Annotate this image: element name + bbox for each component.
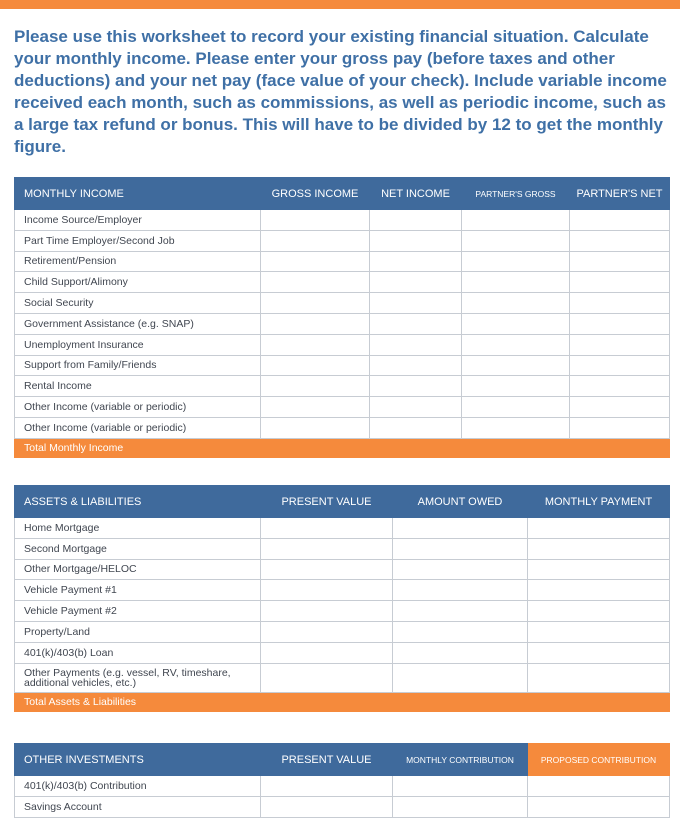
input-cell[interactable] [462, 293, 570, 314]
input-cell[interactable] [393, 559, 528, 580]
input-cell[interactable] [393, 580, 528, 601]
table-row [15, 621, 670, 642]
input-cell[interactable] [528, 518, 670, 539]
table-row [15, 663, 670, 692]
input-cell[interactable] [570, 417, 670, 438]
table-row [15, 210, 670, 231]
table-row [15, 417, 670, 438]
input-cell[interactable] [261, 355, 370, 376]
input-cell[interactable] [261, 210, 370, 231]
input-cell[interactable] [462, 334, 570, 355]
table-row [15, 796, 670, 817]
input-cell[interactable] [462, 376, 570, 397]
input-cell[interactable] [393, 538, 528, 559]
row-label: Rental Income [15, 376, 261, 397]
input-cell[interactable] [528, 663, 670, 692]
input-cell[interactable] [462, 251, 570, 272]
row-label: Home Mortgage [15, 518, 261, 539]
row-label: 401(k)/403(b) Contribution [15, 776, 261, 797]
column-header: AMOUNT OWED [393, 486, 528, 518]
input-cell[interactable] [570, 376, 670, 397]
input-cell[interactable] [370, 334, 462, 355]
table-row [15, 538, 670, 559]
input-cell[interactable] [370, 417, 462, 438]
input-cell[interactable] [570, 355, 670, 376]
input-cell[interactable] [570, 210, 670, 231]
input-cell[interactable] [261, 293, 370, 314]
input-cell[interactable] [370, 251, 462, 272]
table-row [15, 313, 670, 334]
table-header-row [15, 486, 670, 518]
table-row [15, 601, 670, 622]
total-row [15, 692, 670, 711]
column-header: OTHER INVESTMENTS [15, 744, 261, 776]
input-cell[interactable] [261, 272, 370, 293]
table-header-row [15, 744, 670, 776]
table-row [15, 293, 670, 314]
input-cell[interactable] [393, 776, 528, 797]
column-header: MONTHLY CONTRIBUTION [393, 744, 528, 776]
input-cell[interactable] [462, 230, 570, 251]
total-label: Total Assets & Liabilities [15, 692, 670, 711]
input-cell[interactable] [261, 580, 393, 601]
column-header: GROSS INCOME [261, 178, 370, 210]
column-header: MONTHLY PAYMENT [528, 486, 670, 518]
input-cell[interactable] [261, 776, 393, 797]
input-cell[interactable] [370, 210, 462, 231]
table-row [15, 642, 670, 663]
input-cell[interactable] [261, 621, 393, 642]
input-cell[interactable] [370, 293, 462, 314]
row-label: Support from Family/Friends [15, 355, 261, 376]
table-row [15, 355, 670, 376]
row-label: Social Security [15, 293, 261, 314]
row-label: Child Support/Alimony [15, 272, 261, 293]
input-cell[interactable] [393, 518, 528, 539]
row-label: Retirement/Pension [15, 251, 261, 272]
input-cell[interactable] [370, 272, 462, 293]
row-label: Other Mortgage/HELOC [15, 559, 261, 580]
input-cell[interactable] [393, 621, 528, 642]
input-cell[interactable] [370, 230, 462, 251]
input-cell[interactable] [528, 601, 670, 622]
row-label: Savings Account [15, 796, 261, 817]
input-cell[interactable] [570, 293, 670, 314]
input-cell[interactable] [261, 663, 393, 692]
input-cell[interactable] [370, 355, 462, 376]
input-cell[interactable] [462, 397, 570, 418]
input-cell[interactable] [261, 376, 370, 397]
row-label: Part Time Employer/Second Job [15, 230, 261, 251]
input-cell[interactable] [261, 397, 370, 418]
input-cell[interactable] [570, 230, 670, 251]
row-label: Other Income (variable or periodic) [15, 397, 261, 418]
table-row [15, 376, 670, 397]
input-cell[interactable] [261, 251, 370, 272]
input-cell[interactable] [261, 334, 370, 355]
other-investments-table [14, 743, 670, 818]
input-cell[interactable] [570, 272, 670, 293]
column-header: MONTHLY INCOME [15, 178, 261, 210]
input-cell[interactable] [462, 272, 570, 293]
input-cell[interactable] [528, 580, 670, 601]
input-cell[interactable] [261, 538, 393, 559]
input-cell[interactable] [261, 796, 393, 817]
intro-text: Please use this worksheet to record your existing financial situation. Calculate your monthly income. Please enter your gross pay (before taxes and other deductions) and your net pay (face value of your check). Include variable income received each month, such as commissions, as well as periodic income, such as a large tax refund or bonus. This will have to be divided by 12 to get the monthly figure. [14, 27, 667, 156]
input-cell[interactable] [528, 642, 670, 663]
input-cell[interactable] [393, 796, 528, 817]
input-cell[interactable] [393, 642, 528, 663]
row-label: Income Source/Employer [15, 210, 261, 231]
total-row [15, 438, 670, 457]
table-row [15, 776, 670, 797]
input-cell[interactable] [393, 601, 528, 622]
input-cell[interactable] [370, 313, 462, 334]
column-header: PARTNER'S GROSS [462, 178, 570, 210]
row-label: Other Income (variable or periodic) [15, 417, 261, 438]
input-cell[interactable] [261, 559, 393, 580]
input-cell[interactable] [528, 776, 670, 797]
input-cell[interactable] [528, 559, 670, 580]
input-cell[interactable] [462, 417, 570, 438]
table-row [15, 251, 670, 272]
table-row [15, 334, 670, 355]
input-cell[interactable] [570, 251, 670, 272]
table-row [15, 559, 670, 580]
table-header-row [15, 178, 670, 210]
table-row [15, 518, 670, 539]
row-label: Government Assistance (e.g. SNAP) [15, 313, 261, 334]
column-header: PRESENT VALUE [261, 486, 393, 518]
top-accent-bar [0, 0, 680, 9]
input-cell[interactable] [462, 210, 570, 231]
column-header: ASSETS & LIABILITIES [15, 486, 261, 518]
row-label: Second Mortgage [15, 538, 261, 559]
input-cell[interactable] [261, 601, 393, 622]
input-cell[interactable] [570, 397, 670, 418]
column-header: NET INCOME [370, 178, 462, 210]
row-label: Unemployment Insurance [15, 334, 261, 355]
column-header-highlighted: PROPOSED CONTRIBUTION [528, 744, 670, 776]
input-cell[interactable] [462, 355, 570, 376]
input-cell[interactable] [393, 663, 528, 692]
row-label: Property/Land [15, 621, 261, 642]
input-cell[interactable] [462, 313, 570, 334]
table-row [15, 580, 670, 601]
monthly-income-table [14, 177, 670, 458]
row-label: Vehicle Payment #2 [15, 601, 261, 622]
input-cell[interactable] [261, 642, 393, 663]
row-label: Vehicle Payment #1 [15, 580, 261, 601]
input-cell[interactable] [528, 796, 670, 817]
input-cell[interactable] [261, 313, 370, 334]
input-cell[interactable] [370, 376, 462, 397]
input-cell[interactable] [528, 621, 670, 642]
input-cell[interactable] [261, 417, 370, 438]
table-row [15, 230, 670, 251]
input-cell[interactable] [570, 334, 670, 355]
row-label: Other Payments (e.g. vessel, RV, timeshare, additional vehicles, etc.) [15, 663, 261, 692]
input-cell[interactable] [370, 397, 462, 418]
row-label: 401(k)/403(b) Loan [15, 642, 261, 663]
table-row [15, 397, 670, 418]
input-cell[interactable] [528, 538, 670, 559]
column-header: PRESENT VALUE [261, 744, 393, 776]
input-cell[interactable] [261, 230, 370, 251]
input-cell[interactable] [570, 313, 670, 334]
column-header: PARTNER'S NET [570, 178, 670, 210]
total-label: Total Monthly Income [15, 438, 670, 457]
assets-liabilities-table [14, 485, 670, 712]
input-cell[interactable] [261, 518, 393, 539]
table-row [15, 272, 670, 293]
